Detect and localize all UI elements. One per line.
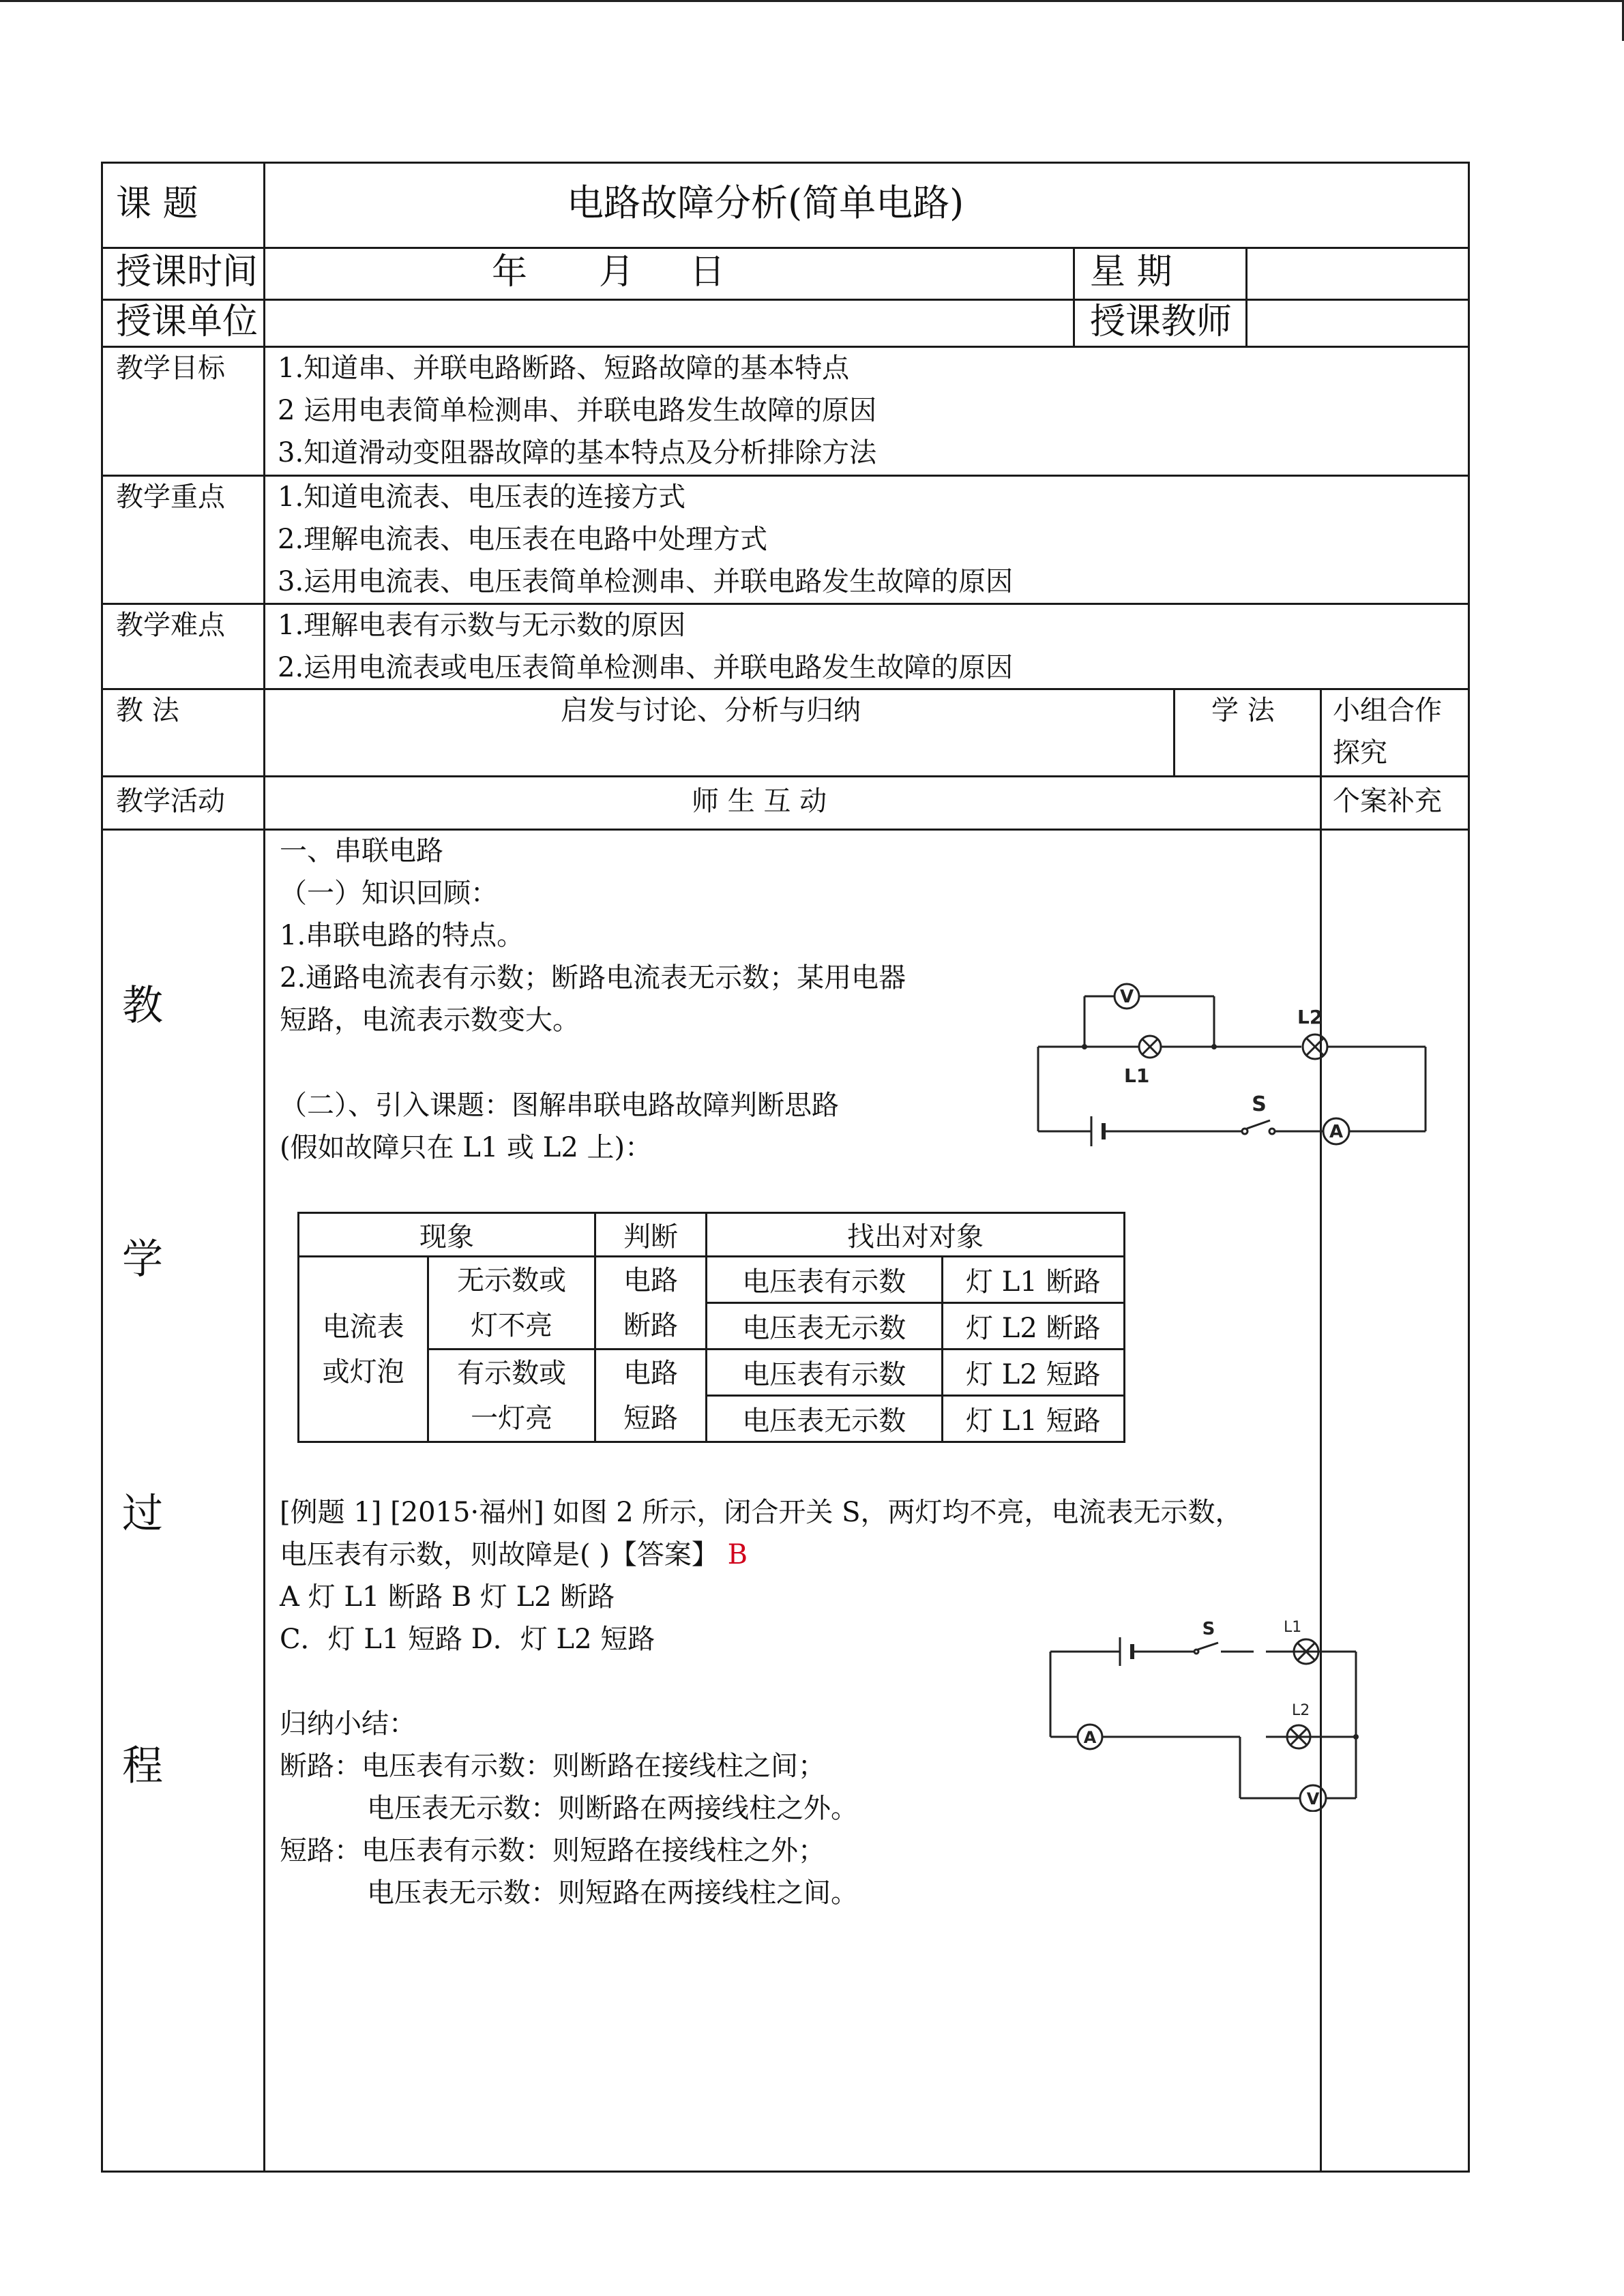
objective-item: 1.知道串、并联电路断路、短路故障的基本特点 [278, 353, 850, 384]
voltmeter-cell: 电压表有示数 [707, 1257, 943, 1303]
review-point-2b: 短路，电流表示数变大。 [280, 1004, 580, 1036]
result-cell: 灯 L2 短路 [942, 1350, 1124, 1396]
process-char: 学 [122, 1236, 163, 1283]
result-cell: 灯 L2 断路 [942, 1303, 1124, 1350]
keypoints-list [278, 476, 1013, 603]
col-line [263, 162, 265, 2173]
has-reading-line-2: 一灯亮 [471, 1402, 553, 1434]
voltmeter-cell: 电压表无示数 [707, 1396, 943, 1442]
difficulties-label: 教学难点 [116, 610, 225, 641]
row-line [101, 775, 1470, 777]
voltmeter-symbol: V [1119, 987, 1134, 1007]
summary-open-2: 电压表无示数：则断路在两接线柱之外。 [367, 1793, 858, 1824]
head-phenomenon: 现象 [299, 1213, 595, 1257]
difficulty-item: 2.运用电流表或电压表简单检测串、并联电路发生故障的原因 [278, 652, 1014, 683]
ammeter-symbol: A [1329, 1122, 1344, 1142]
meter-cell [299, 1257, 428, 1442]
example-line-1: [例题 1] [2015·福州] 如图 2 所示，闭合开关 S，两灯均不亮，电流表无示数， [280, 1497, 1243, 1528]
col-line [1173, 688, 1175, 775]
summary-title: 归纳小结： [280, 1708, 416, 1740]
example-answer: B [727, 1539, 748, 1570]
activity-label: 教学活动 [116, 786, 225, 817]
meter-line-1: 电流表 [322, 1311, 404, 1343]
has-reading-cell [428, 1350, 595, 1442]
difficulty-item: 1.理解电表有示数与无示数的原因 [278, 610, 686, 641]
study-value-line2: 探究 [1333, 737, 1387, 769]
objectives-label: 教学目标 [116, 353, 225, 384]
lamp1-label: L1 [1124, 1064, 1150, 1087]
short-line-2: 短路 [623, 1402, 678, 1434]
study-value-line1: 小组合作 [1333, 695, 1442, 726]
keypoint-item: 2.理解电流表、电压表在电路中处理方式 [278, 524, 768, 555]
col-line [1468, 162, 1470, 2173]
topic-label: 课 题 [116, 183, 198, 224]
open-line-2: 断路 [623, 1309, 678, 1341]
meter-line-2: 或灯泡 [322, 1356, 404, 1388]
row-line [101, 247, 1470, 249]
voltmeter-cell: 电压表有示数 [707, 1350, 943, 1396]
lesson-title: 电路故障分析(简单电路) [567, 181, 964, 224]
fault-analysis-table [297, 1212, 1125, 1443]
head-find: 找出对对象 [707, 1213, 1125, 1257]
intro-note: (假如故障只在 L1 或 L2 上)： [280, 1132, 653, 1163]
objective-item: 3.知道滑动变阻器故障的基本特点及分析排除方法 [278, 437, 877, 468]
process-char: 教 [122, 982, 163, 1030]
review-point-1: 1.串联电路的特点。 [280, 920, 525, 951]
keypoint-item: 3.运用电流表、电压表简单检测串、并联电路发生故障的原因 [278, 566, 1014, 597]
process-char: 程 [122, 1742, 163, 1790]
col-line [1073, 247, 1075, 346]
lamp2-label: L2 [1292, 1702, 1310, 1719]
section-title: 一、串联电路 [280, 835, 443, 867]
unit-label: 授课单位 [116, 301, 259, 342]
open-line-1: 电路 [623, 1264, 678, 1296]
no-reading-cell [428, 1257, 595, 1350]
col-line [1320, 688, 1322, 2171]
lesson-plan-table [101, 162, 1470, 2173]
date-month: 月 [599, 252, 635, 293]
head-judge: 判断 [595, 1213, 707, 1257]
summary-short-1: 短路：电压表有示数：则短路在接线柱之外； [280, 1835, 825, 1866]
short-circuit-cell [595, 1350, 707, 1442]
row-line [101, 162, 1470, 164]
series-circuit-diagram [1030, 953, 1432, 1178]
voltmeter-symbol: V [1306, 1789, 1320, 1808]
example-options-cd: C．灯 L1 短路 D．灯 L2 短路 [280, 1624, 655, 1655]
activity-value: 师 生 互 动 [692, 786, 827, 817]
summary-open-1: 断路：电压表有示数：则断路在接线柱之间； [280, 1750, 825, 1782]
page-top-border [0, 0, 1624, 2]
study-label: 学 法 [1211, 695, 1275, 726]
process-char: 过 [122, 1490, 163, 1538]
difficulties-list [278, 604, 1013, 689]
summary-short-2: 电压表无示数：则短路在两接线柱之间。 [367, 1877, 858, 1909]
short-line-1: 电路 [623, 1357, 678, 1389]
example-question: 电压表有示数，则故障是( )【答案】 [280, 1539, 719, 1570]
date-day: 日 [690, 252, 726, 293]
review-point-2a: 2.通路电流表有示数；断路电流表无示数；某用电器 [280, 962, 906, 994]
row-line [101, 2171, 1470, 2173]
teacher-label: 授课教师 [1090, 301, 1232, 342]
method-label: 教 法 [116, 695, 179, 726]
lamp1-label: L1 [1284, 1619, 1302, 1636]
method-value: 启发与讨论、分析与归纳 [561, 695, 861, 726]
col-line [1245, 247, 1247, 346]
review-title: （一）知识回顾： [280, 878, 498, 909]
ammeter-symbol: A [1083, 1728, 1097, 1747]
has-reading-line-1: 有示数或 [457, 1357, 567, 1389]
result-cell: 灯 L1 短路 [942, 1396, 1124, 1442]
intro-title: （二）、引入课题：图解串联电路故障判断思路 [280, 1090, 839, 1121]
lamp2-label: L2 [1297, 1006, 1323, 1028]
supplement-label: 个案补充 [1333, 786, 1442, 817]
switch-label: S [1252, 1092, 1267, 1116]
keypoint-item: 1.知道电流表、电压表的连接方式 [278, 481, 686, 513]
result-cell: 灯 L1 断路 [942, 1257, 1124, 1303]
weekday-label: 星 期 [1090, 252, 1172, 293]
row-line [101, 299, 1470, 301]
keypoints-label: 教学重点 [116, 481, 225, 513]
no-reading-line-1: 无示数或 [457, 1264, 567, 1296]
open-circuit-cell [595, 1257, 707, 1350]
objective-item: 2 运用电表简单检测串、并联电路发生故障的原因 [278, 395, 877, 426]
no-reading-line-2: 灯不亮 [471, 1309, 553, 1341]
time-label: 授课时间 [116, 252, 259, 293]
objectives-list [278, 347, 876, 474]
example-circuit-diagram [1030, 1607, 1371, 1812]
voltmeter-cell: 电压表无示数 [707, 1303, 943, 1350]
switch-label: S [1202, 1619, 1215, 1639]
date-year: 年 [492, 252, 528, 293]
example-line-2 [280, 1534, 748, 1576]
col-line [101, 162, 103, 2173]
example-options-ab: A 灯 L1 断路 B 灯 L2 断路 [280, 1581, 615, 1613]
